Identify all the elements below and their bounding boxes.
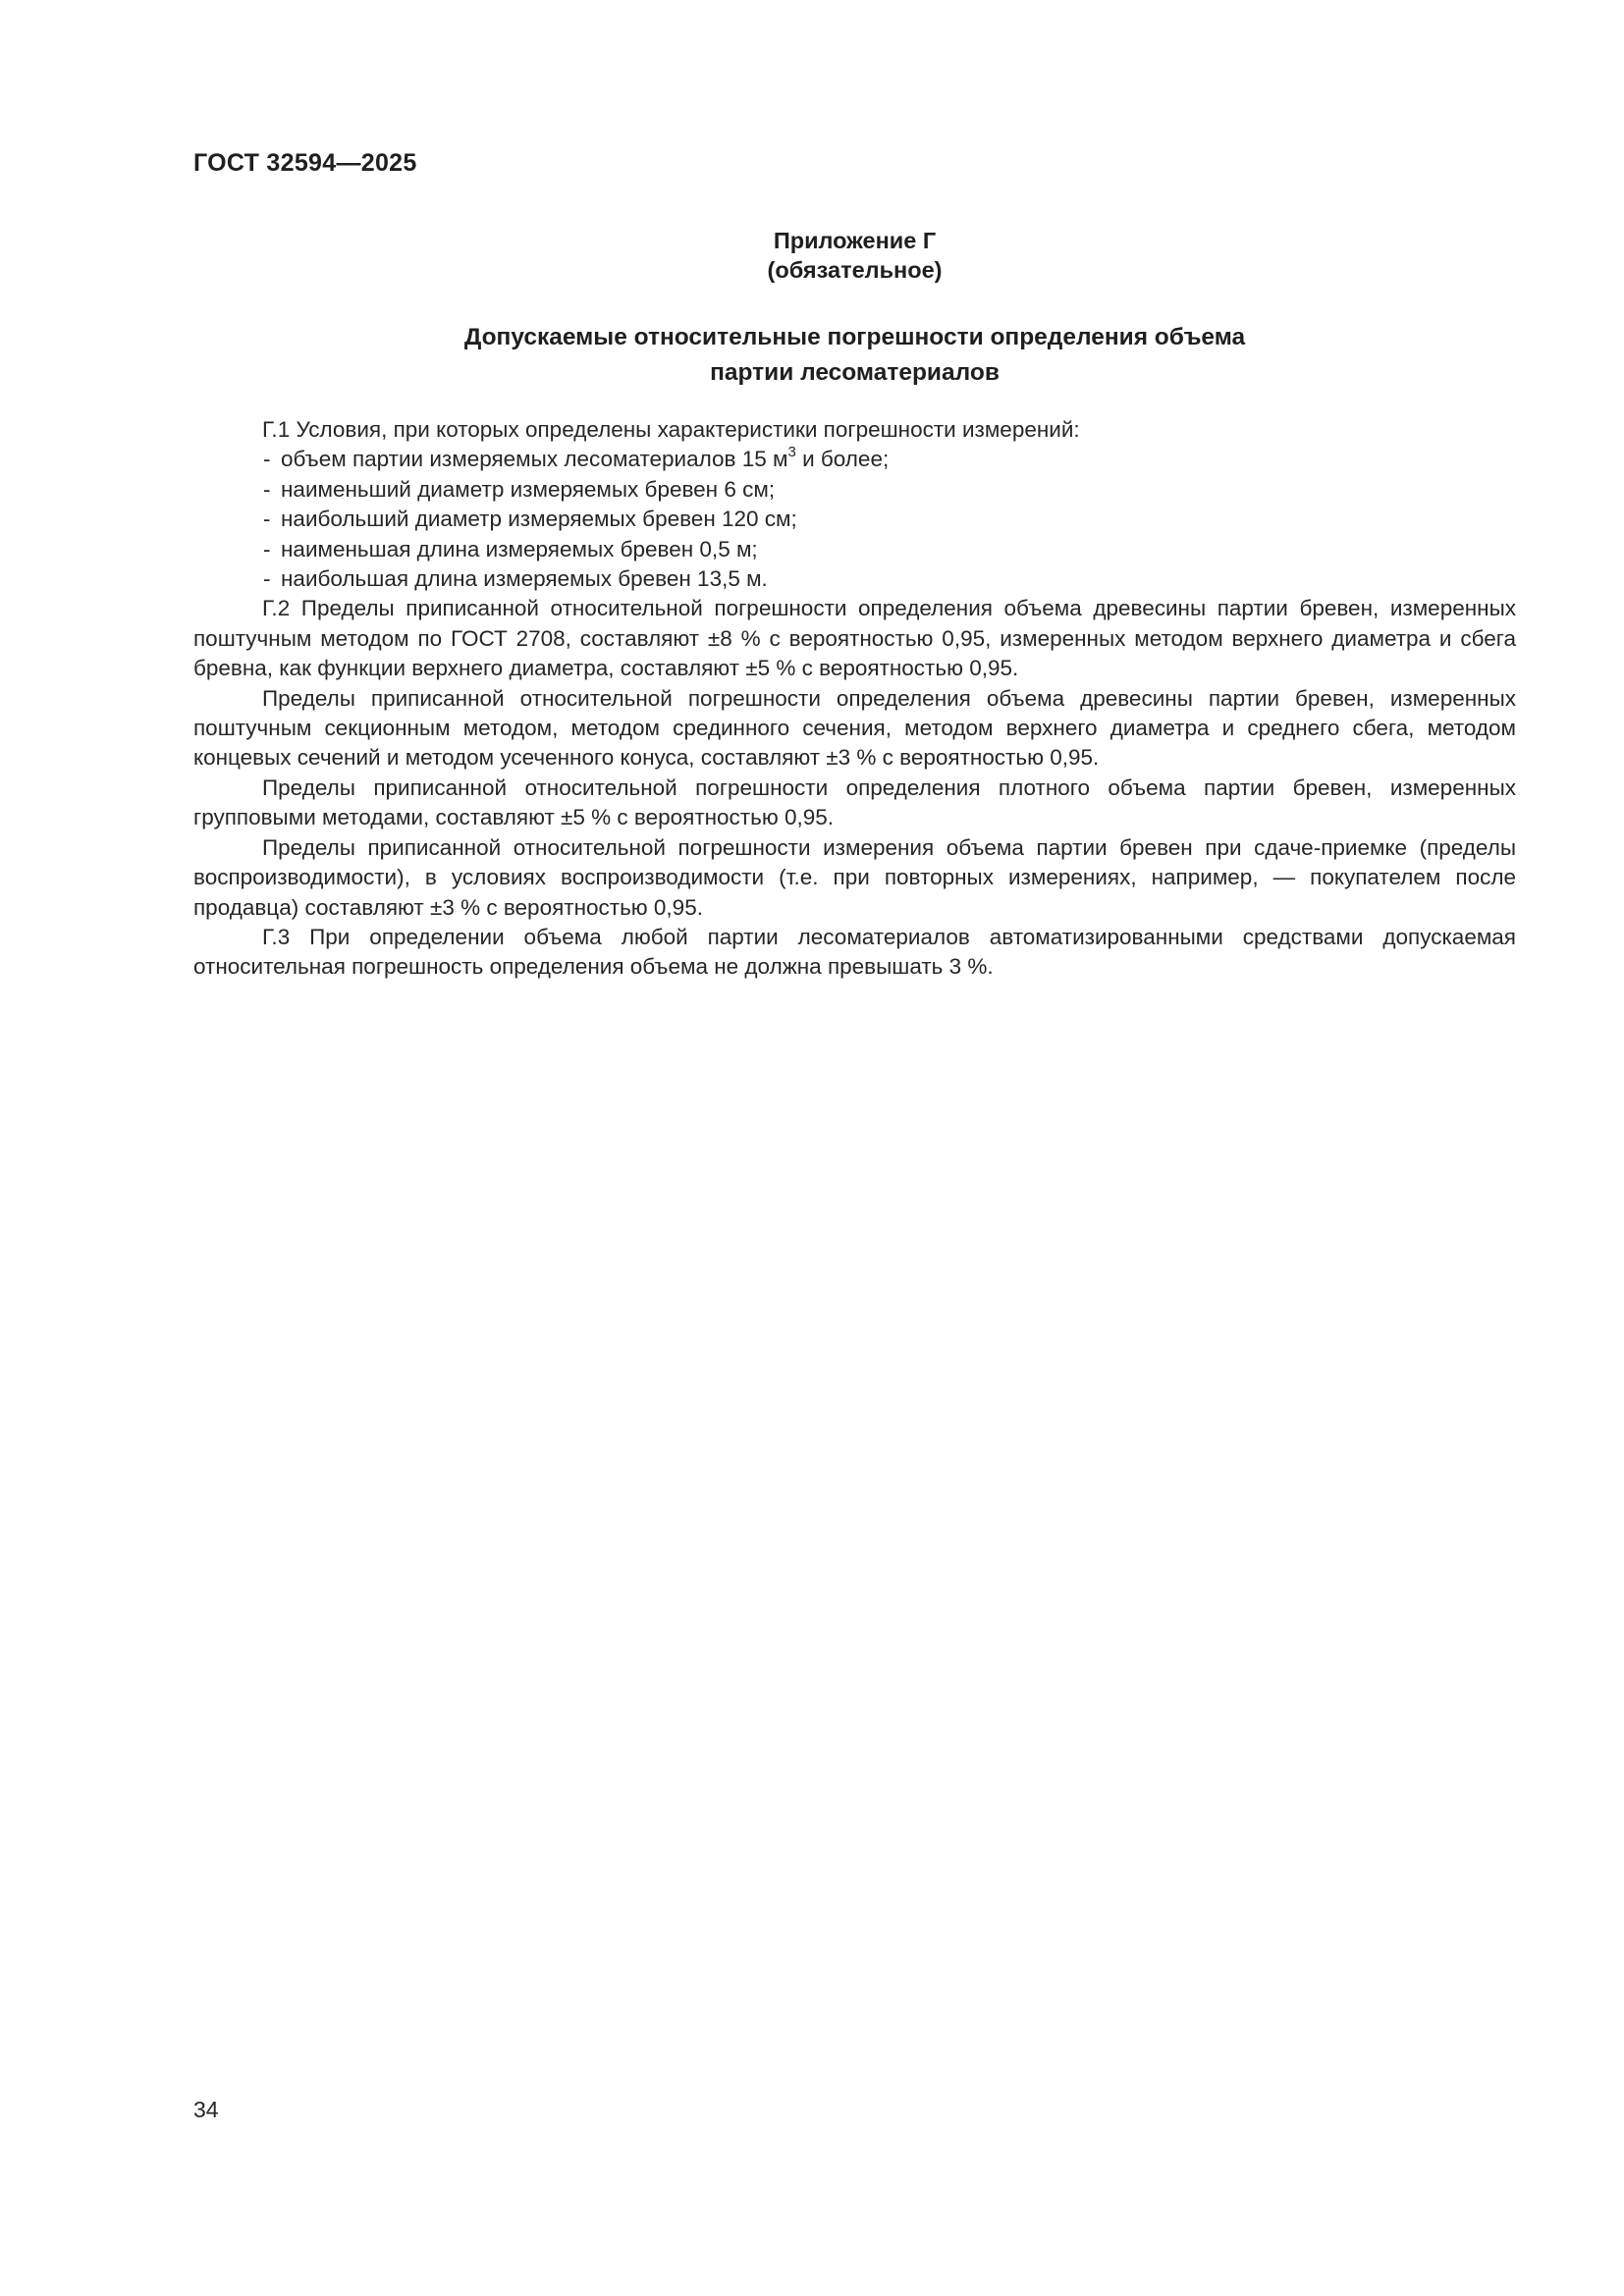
section-g2-paragraph-3: Пределы приписанной относительной погрешности определения плотного объема партии бревен, измеренных групповыми методами, составляют ±5 % с вероятностью 0,95. — [193, 774, 1516, 830]
page-number: 34 — [193, 2097, 219, 2122]
conditions-list — [193, 445, 1516, 594]
section-g3-paragraph-1: Г.3 При определении объема любой партии лесоматериалов автоматизированными средствами допускаемая относительная погрешность определения объема не должна превышать 3 %. — [193, 924, 1516, 980]
list-item-text: наибольший диаметр измеряемых бревен 120 см; — [281, 507, 797, 532]
appendix-title-line-1: Допускаемые относительные погрешности определения объема — [463, 324, 1246, 350]
body-text — [193, 415, 1516, 983]
list-item — [193, 535, 1516, 564]
list-item — [193, 445, 1516, 474]
appendix-status: (обязательное) — [767, 257, 943, 283]
appendix-title — [193, 320, 1516, 391]
list-item — [193, 564, 1516, 594]
list-dash: - — [263, 536, 271, 561]
list-item-tail: и более; — [795, 447, 890, 472]
section-g2-paragraph-1: Г.2 Пределы приписанной относительной погрешности определения объема древесины партии бревен, измеренных поштучным методом по ГОСТ 2708, составляют ±8 % с вероятностью 0,95, измеренных методом верхнего диаметра и сбега бревна, как функции верхнего диаметра, составляют ±5 % с вероятностью 0,95. — [193, 596, 1516, 681]
list-dash: - — [263, 447, 271, 472]
list-item-text: наибольшая длина измеряемых бревен 13,5 м. — [281, 566, 768, 592]
section-g2-paragraph-4: Пределы приписанной относительной погрешности измерения объема партии бревен при сдаче-приемке (пределы воспроизводимости), в условиях воспроизводимости (т.е. при повторных измерениях, например, — покупателем после продавца) составляют ±3 % с вероятностью 0,95. — [193, 834, 1516, 920]
list-item-text: объем партии измеряемых лесоматериалов 15 м — [281, 447, 788, 472]
document-id-header: ГОСТ 32594—2025 — [193, 149, 417, 177]
superscript: 3 — [787, 443, 796, 460]
section-g2-paragraph-2: Пределы приписанной относительной погрешности определения объема древесины партии бревен, измеренных поштучным секционным методом, методом срединного сечения, методом верхнего диаметра и среднего сбега, методом концевых сечений и методом усеченного конуса, составляют ±3 % с вероятностью 0,95. — [193, 685, 1516, 771]
list-item — [193, 505, 1516, 534]
list-item-text: наименьший диаметр измеряемых бревен 6 см; — [281, 476, 776, 502]
list-dash: - — [263, 507, 271, 532]
appendix-label: Приложение Г — [773, 228, 937, 253]
list-item-text: наименьшая длина измеряемых бревен 0,5 м; — [281, 536, 758, 561]
appendix-title-line-2: партии лесоматериалов — [710, 359, 1000, 386]
list-dash: - — [263, 476, 271, 502]
section-g1-intro: Г.1 Условия, при которых определены характеристики погрешности измерений: — [262, 417, 1080, 442]
list-dash: - — [263, 566, 271, 592]
list-item — [193, 475, 1516, 505]
